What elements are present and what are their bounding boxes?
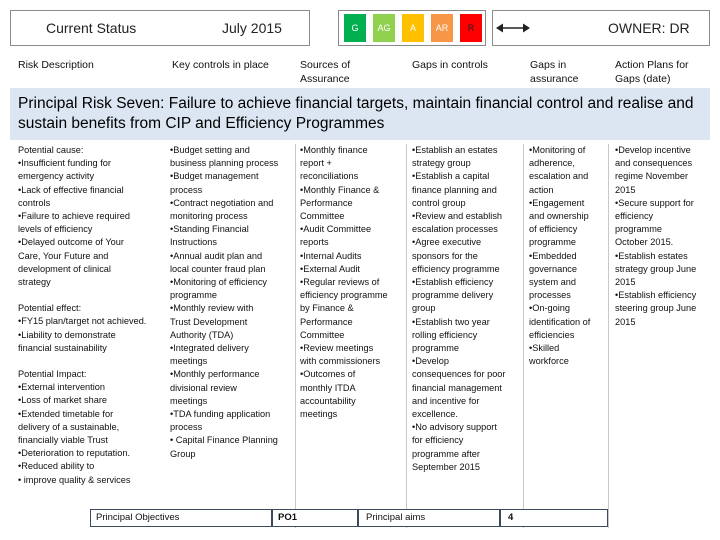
text-line: •Establish a capital [412, 171, 490, 182]
text-line: processes [529, 290, 571, 301]
text-line: meetings [170, 356, 208, 367]
text-line: Trust Development [170, 316, 248, 327]
text-line: Authority (TDA) [170, 329, 234, 340]
rag-g-indicator: G [344, 14, 366, 42]
text-line: escalation and [529, 171, 589, 182]
text-line: •External Audit [300, 263, 360, 274]
text-line: •On-going [529, 303, 571, 314]
text-line: •Insufficient funding for [18, 158, 111, 169]
text-line: •Liability to demonstrate [18, 329, 116, 340]
text-line: divisional review [170, 382, 237, 393]
text-line: efficiency [615, 211, 654, 222]
potential-cause-block [18, 144, 168, 289]
text-line: •Loss of market share [18, 395, 108, 406]
potential-impact-block [18, 368, 168, 487]
col-sources-of-assurance: Sources of Assurance [300, 59, 351, 85]
text-line: •Establish an estates [412, 145, 498, 155]
text-line: levels of efficiency [18, 224, 93, 235]
principal-risk-banner [10, 88, 710, 140]
text-line: •Establish estates [615, 250, 688, 261]
text-line: financial sustainability [18, 342, 107, 353]
report-date: July 2015 [222, 20, 282, 36]
text-line: and consequences [615, 158, 693, 169]
text-line: •Monitoring of [529, 145, 586, 155]
rag-ag-indicator: AG [373, 14, 395, 42]
text-line: •Audit Committee [300, 224, 372, 235]
text-line: rolling efficiency [412, 329, 478, 340]
text-line: 2015 [615, 184, 636, 195]
text-line: Potential Impact: [18, 369, 87, 380]
text-line: programme [529, 237, 576, 248]
text-line: •Monthly review with [170, 303, 254, 314]
text-line: emergency activity [18, 171, 95, 182]
column-divider [406, 144, 407, 528]
text-line: with commissioners [300, 356, 381, 367]
text-line: programme [170, 290, 217, 301]
text-line: business planning process [170, 158, 279, 169]
text-line: monitoring process [170, 211, 248, 222]
text-line: for efficiency [412, 435, 464, 446]
principal-aims-label: Principal aims [366, 512, 426, 523]
text-line: •Develop [412, 356, 449, 367]
rag-r-indicator: R [460, 14, 482, 42]
text-line: •Monthly Finance & [300, 184, 380, 195]
text-line: •Delayed outcome of Your [18, 237, 124, 248]
text-line: process [170, 422, 203, 433]
text-line: sponsors for the [412, 250, 478, 261]
potential-effect-block [18, 302, 168, 355]
text-line: •Integrated delivery [170, 343, 249, 354]
action-plans-list [615, 144, 715, 329]
text-line: action [529, 184, 554, 195]
principal-risk-title: Principal Risk Seven: Failure to achieve financial targets, maintain financial control and realise and sustain benefits from CIP and Efficiency Programmes [18, 95, 694, 132]
text-line: meetings [170, 395, 208, 406]
action-plans-column [615, 144, 715, 329]
text-line: 2015 [615, 316, 636, 327]
text-line: •Contract negotiation and [170, 197, 274, 208]
text-line: •Engagement [529, 197, 585, 208]
text-line: strategy group [412, 158, 471, 169]
text-line: workforce [529, 356, 569, 367]
text-line: and ownership [529, 211, 589, 222]
text-line: excellence. [412, 409, 458, 420]
col-risk-description: Risk Description [18, 59, 94, 71]
text-line: •Monthly performance [170, 369, 260, 380]
text-line: •Monitoring of efficiency [170, 277, 268, 288]
text-line: Potential effect: [18, 303, 82, 314]
text-line: •Establish efficiency [615, 290, 697, 301]
rag-ar-indicator: AR [431, 14, 453, 42]
text-line: identification of [529, 316, 591, 327]
text-line: •Embedded [529, 250, 577, 261]
text-line: 2015 [615, 277, 636, 288]
key-controls-column [170, 144, 294, 461]
text-line: strategy group June [615, 263, 697, 274]
text-line: •Skilled [529, 343, 560, 354]
text-line: Performance [300, 316, 353, 327]
column-divider [523, 144, 524, 528]
text-line: financial management [412, 382, 502, 393]
text-line: Performance [300, 197, 353, 208]
text-line: Committee [300, 211, 345, 222]
principal-objectives-label: Principal Objectives [96, 512, 180, 523]
text-line: Potential cause: [18, 145, 84, 155]
text-line: efficiency programme [300, 290, 388, 301]
col-key-controls: Key controls in place [172, 59, 269, 71]
text-line: system and [529, 277, 576, 288]
gaps-in-controls-column [412, 144, 522, 474]
text-line: •Develop incentive [615, 145, 691, 155]
text-line: regime November [615, 171, 689, 182]
text-line: local counter fraud plan [170, 263, 266, 274]
text-line: control group [412, 197, 466, 208]
text-line: •Deterioration to reputation. [18, 448, 130, 459]
text-line: •Agree executive [412, 237, 482, 248]
text-line: •Establish two year [412, 316, 490, 327]
text-line: Committee [300, 329, 345, 340]
text-line: consequences for poor [412, 369, 506, 380]
text-line: programme [412, 343, 459, 354]
text-line: strategy [18, 277, 51, 288]
text-line: reports [300, 237, 329, 248]
text-line: escalation processes [412, 224, 498, 235]
aim-number-value: 4 [508, 512, 514, 523]
text-line: report + [300, 158, 332, 169]
text-line: delivery of a sustainable, [18, 421, 120, 432]
col-action-plans: Action Plans for Gaps (date) [615, 59, 689, 85]
text-line: process [170, 184, 203, 195]
text-line: •Standing Financial [170, 224, 249, 235]
text-line: September 2015 [412, 461, 480, 472]
col-gaps-in-controls: Gaps in controls [412, 59, 488, 71]
text-line: development of clinical [18, 263, 111, 274]
text-line: •Review meetings [300, 343, 374, 354]
column-divider [295, 144, 296, 528]
text-line: •TDA funding application [170, 409, 271, 420]
text-line: group [412, 303, 436, 314]
po-code-value: PO1 [278, 512, 298, 523]
column-divider [608, 144, 609, 528]
text-line: monthly ITDA [300, 382, 356, 393]
text-line: reconciliations [300, 171, 359, 182]
text-line: •Internal Audits [300, 250, 362, 261]
text-line: • improve quality & services [18, 474, 131, 485]
text-line: •Review and establish [412, 211, 503, 222]
sources-of-assurance-list [300, 144, 404, 421]
risk-description-column [18, 144, 168, 487]
text-line: •Monthly finance [300, 145, 368, 155]
text-line: •Establish efficiency [412, 277, 494, 288]
text-line: •Failure to achieve required [18, 211, 130, 222]
text-line: •Regular reviews of [300, 277, 380, 288]
text-line: •External intervention [18, 382, 105, 393]
gaps-in-assurance-list [529, 144, 607, 368]
text-line: controls [18, 197, 51, 208]
text-line: programme [615, 224, 662, 235]
text-line: Instructions [170, 237, 217, 248]
text-line: •Outcomes of [300, 369, 356, 380]
text-line: efficiencies [529, 329, 575, 340]
text-line: governance [529, 263, 578, 274]
text-line: steering group June [615, 303, 697, 314]
text-line: •Budget management [170, 171, 259, 182]
col-gaps-in-assurance: Gaps in assurance [530, 59, 579, 85]
text-line: •Extended timetable for [18, 408, 114, 419]
text-line: •Secure support for [615, 197, 694, 208]
text-line: •Annual audit plan and [170, 250, 263, 261]
text-line: Care, Your Future and [18, 250, 109, 261]
text-line: of efficiency [529, 224, 578, 235]
key-controls-list [170, 144, 294, 461]
text-line: accountability [300, 395, 356, 406]
text-line: •No advisory support [412, 422, 497, 433]
gaps-in-assurance-column [529, 144, 607, 368]
text-line: adherence, [529, 158, 575, 169]
text-line: finance planning and [412, 184, 497, 195]
text-line: meetings [300, 409, 338, 420]
text-line: financially viable Trust [18, 435, 108, 446]
current-status-label: Current Status [46, 20, 137, 36]
sources-of-assurance-column [300, 144, 404, 421]
text-line: October 2015. [615, 237, 674, 248]
text-line: • Capital Finance Planning [170, 435, 278, 446]
double-arrow-icon [496, 22, 530, 34]
text-line: by Finance & [300, 303, 354, 314]
gaps-in-controls-list [412, 144, 522, 474]
text-line: Group [170, 448, 196, 459]
text-line: efficiency programme [412, 263, 500, 274]
aim-number-cell [500, 509, 608, 527]
text-line: and incentive for [412, 395, 480, 406]
text-line: programme delivery [412, 290, 494, 301]
text-line: •Lack of effective financial [18, 184, 124, 195]
text-line: •FY15 plan/target not achieved. [18, 316, 147, 327]
text-line: •Reduced ability to [18, 461, 95, 472]
owner-label: OWNER: DR [608, 20, 690, 36]
text-line: programme after [412, 448, 480, 459]
text-line: •Budget setting and [170, 145, 250, 155]
rag-a-indicator: A [402, 14, 424, 42]
